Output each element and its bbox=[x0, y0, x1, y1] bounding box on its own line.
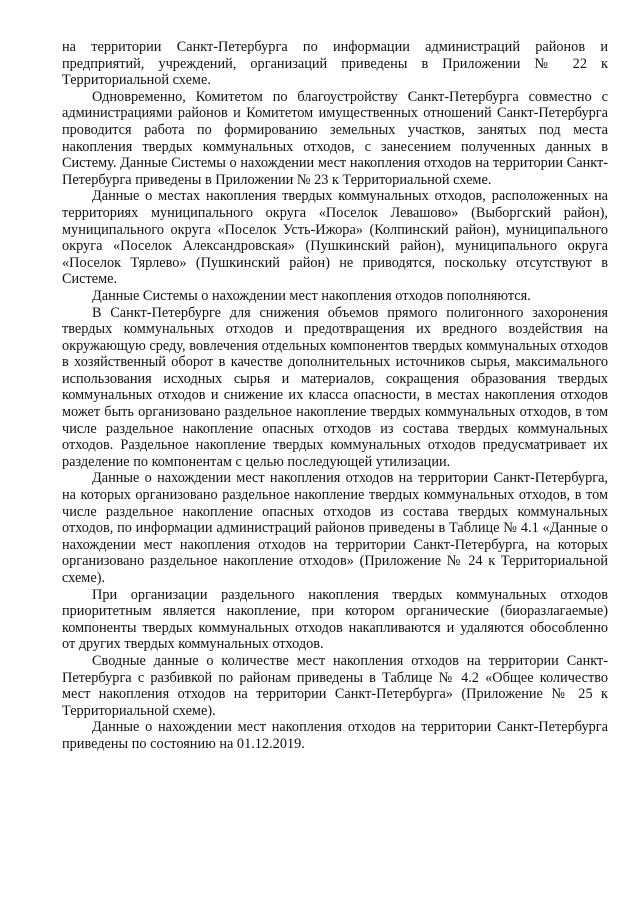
paragraph-3: Данные о местах накопления твердых коммунальных отходов, расположенных на территориях муниципального округа «Поселок Левашово» (Выборгский район), муниципального округа «Поселок Усть-Ижора» (Колпинский район), муниципального округа «Поселок Александровская» (Пушкинский район), муниципального округа «Поселок Тярлево» (Пушкинский район) не приводятся, поскольку отсутствуют в Системе. bbox=[62, 188, 608, 288]
document-body bbox=[62, 39, 608, 753]
paragraph-2: Одновременно, Комитетом по благоустройству Санкт-Петербурга совместно с администрациями районов и Комитетом имущественных отношений Санкт-Петербурга проводится работа по формированию земельных участков, занятых под места накопления твердых коммунальных отходов, с занесением полученных данных в Систему. Данные Системы о нахождении мест накопления отходов на территории Санкт-Петербурга приведены в Приложении № 23 к Территориальной схеме. bbox=[62, 88, 608, 188]
paragraph-1: на территории Санкт-Петербурга по информации администраций районов и предприятий, учреждений, организаций приведены в Приложении № 22 к Территориальной схеме. bbox=[62, 39, 608, 89]
paragraph-4: Данные Системы о нахождении мест накопления отходов пополняются. bbox=[92, 287, 531, 304]
paragraph-8: Сводные данные о количестве мест накопления отходов на территории Санкт-Петербурга с разбивкой по районам приведены в Таблице № 4.2 «Общее количество мест накопления отходов на территории Санкт-Петербурга» (Приложение № 25 к Территориальной схеме). bbox=[62, 652, 608, 719]
paragraph-7: При организации раздельного накопления твердых коммунальных отходов приоритетным является накопление, при котором органические (биоразлагаемые) компоненты твердых коммунальных отходов накапливаются и удаляются обособленно от других твердых коммунальных отходов. bbox=[62, 586, 608, 653]
paragraph-6: Данные о нахождении мест накопления отходов на территории Санкт-Петербурга, на которых организовано раздельное накопление твердых коммунальных отходов, в том числе раздельное накопление опасных отходов из состава твердых коммунальных отходов, по информации администраций районов приведены в Таблице № 4.1 «Данные о нахождении мест накопления отходов на территории Санкт-Петербурга, на которых организовано раздельное накопление отходов» (Приложение № 24 к Территориальной схеме). bbox=[62, 470, 608, 586]
paragraph-9: Данные о нахождении мест накопления отходов на территории Санкт-Петербурга приведены по состоянию на 01.12.2019. bbox=[62, 719, 608, 752]
paragraph-5: В Санкт-Петербурге для снижения объемов прямого полигонного захоронения твердых коммунальных отходов и предотвращения их вредного воздействия на окружающую среду, вовлечения отдельных компонентов твердых коммунальных отходов в хозяйственный оборот в качестве дополнительных источников сырья, максимального использования исходных сырья и материалов, сокращения образования твердых коммунальных отходов и снижение их класса опасности, в местах накопления отходов может быть организовано раздельное накопление твердых коммунальных отходов, в том числе раздельное накопление опасных отходов из состава твердых коммунальных отходов. Раздельное накопление твердых коммунальных отходов предусматривает их разделение по компонентам с целью последующей утилизации. bbox=[62, 304, 608, 470]
